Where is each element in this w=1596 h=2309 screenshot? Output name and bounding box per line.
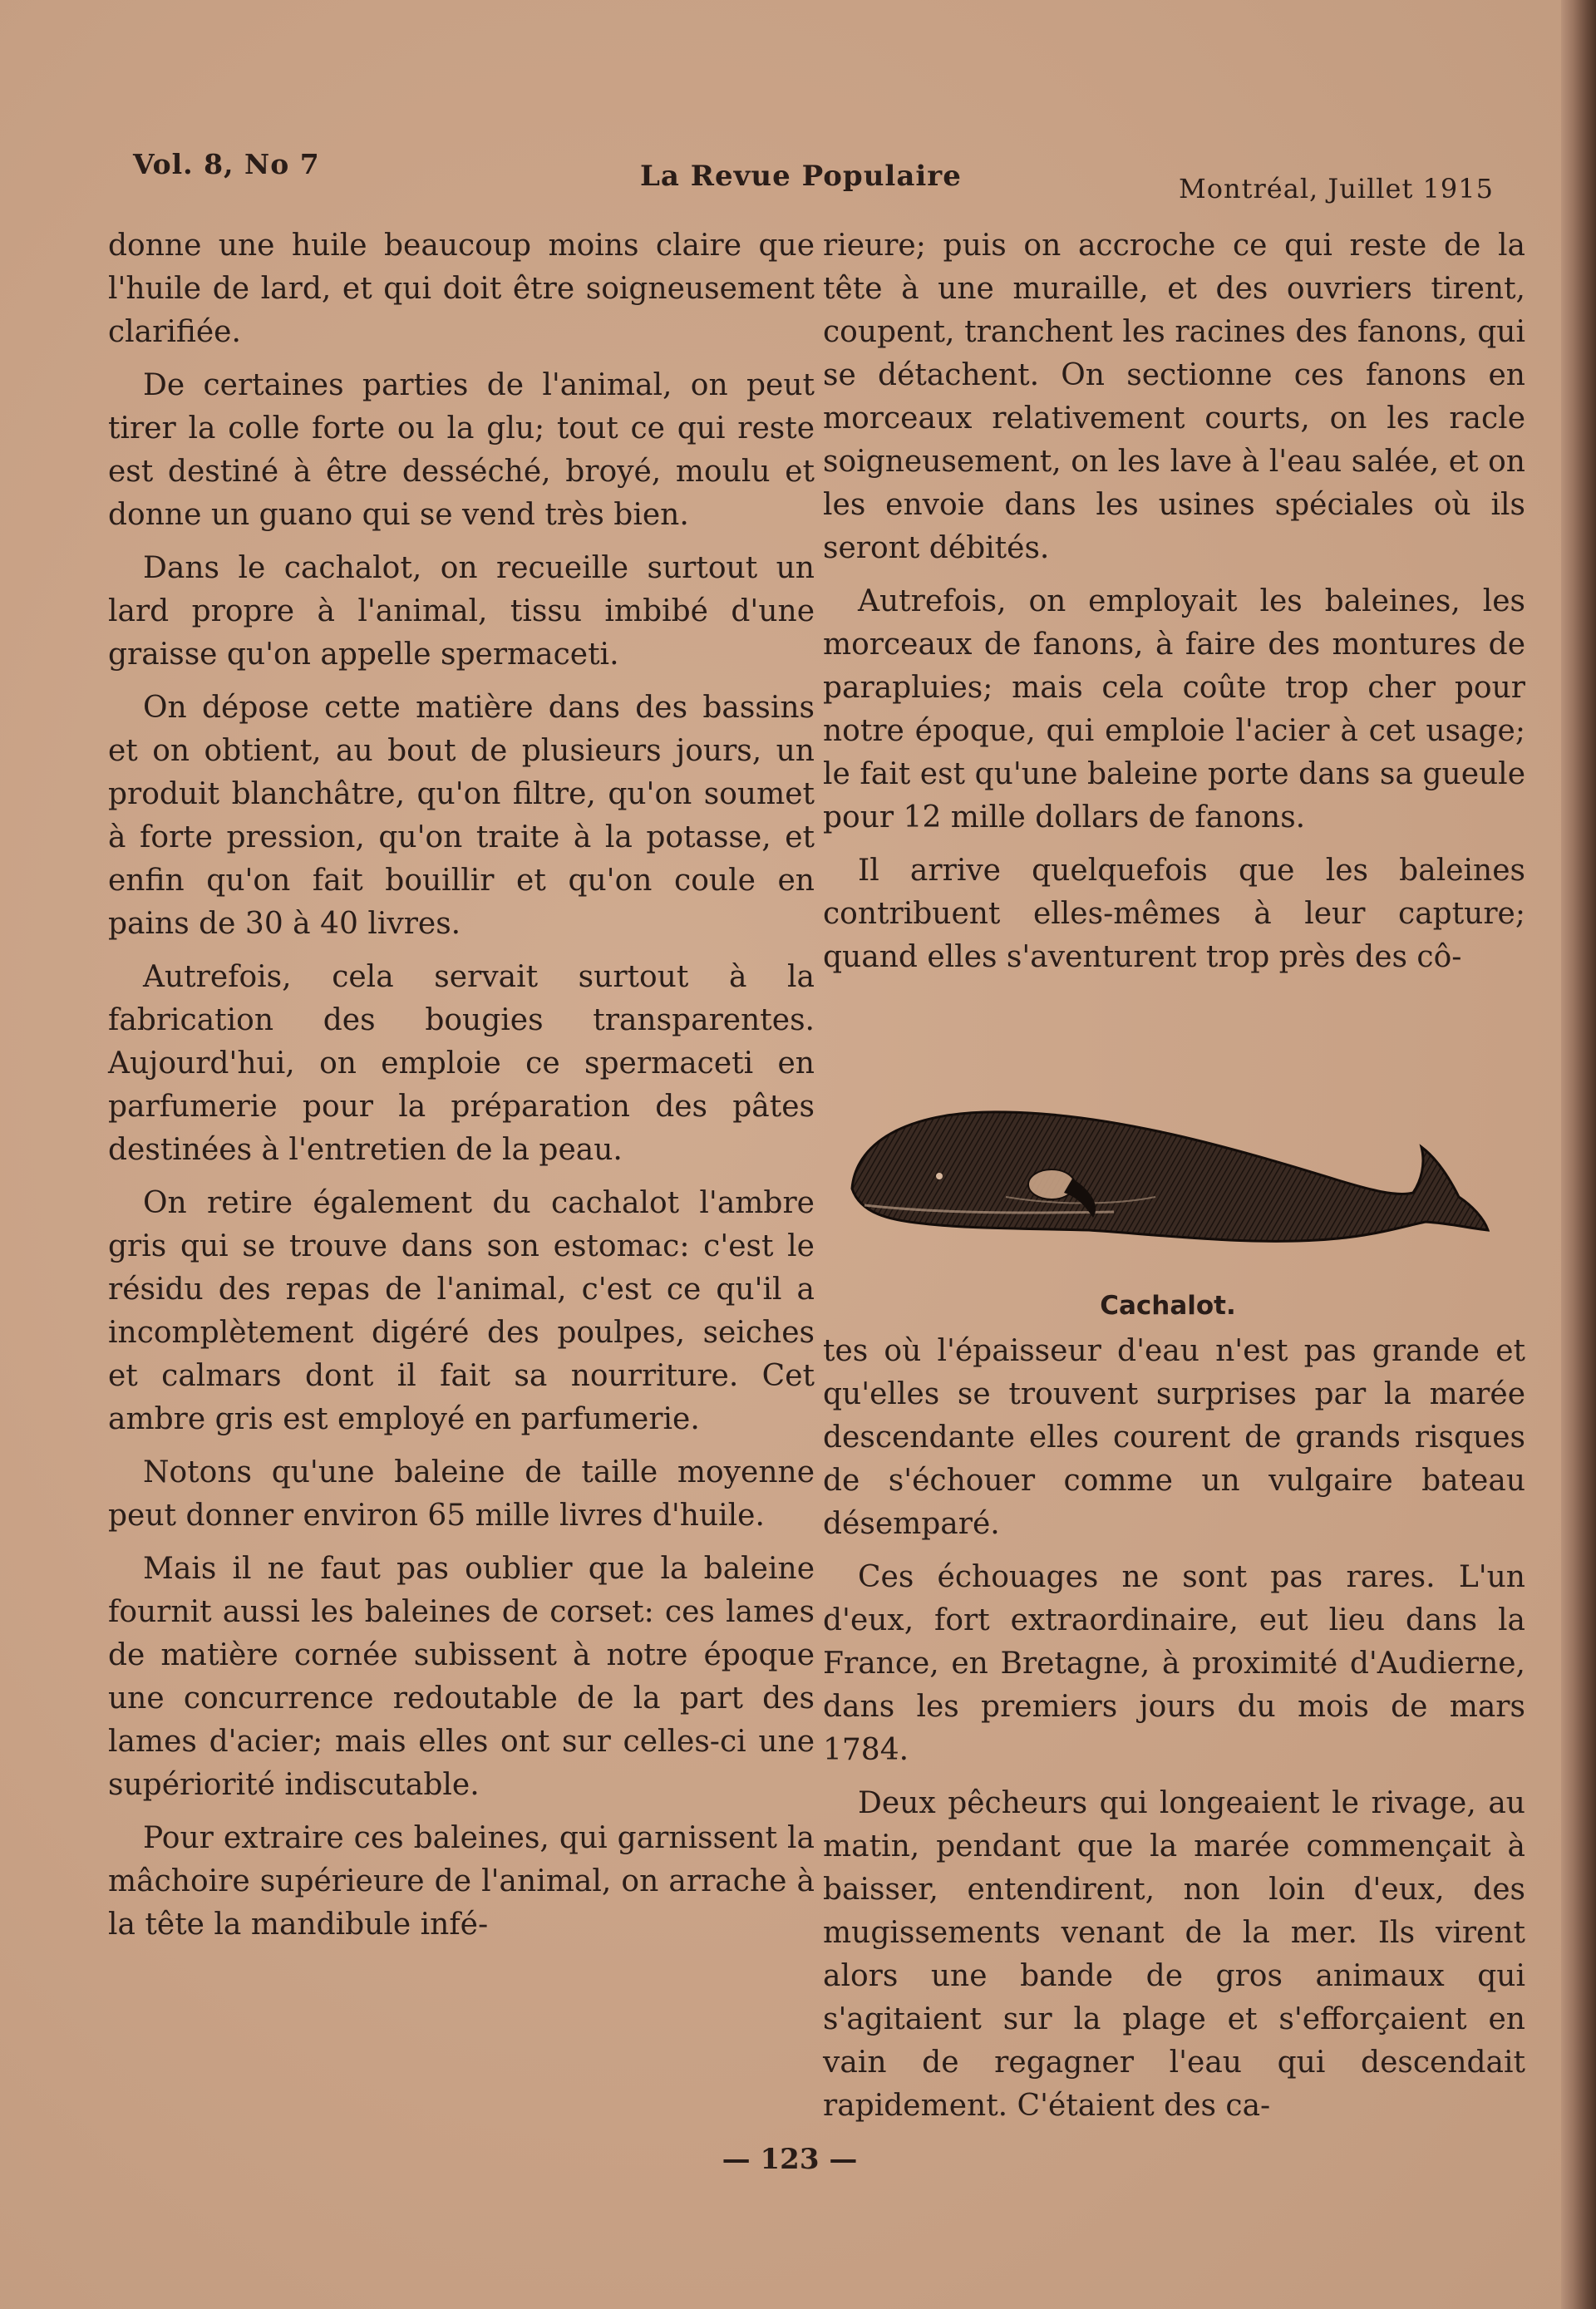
paragraph: tes où l'épaisseur d'eau n'est pas grande et qu'elles se trouvent surprises par la marée descendante elles courent de grands risques de s'échouer comme un vulgaire bateau désemparé. xyxy=(823,1334,1525,1541)
paragraph: Autrefois, cela servait surtout à la fabrication des bougies transparentes. Aujourd'hui, on emploie ce spermaceti en parfumerie pour la préparation des pâtes destinées à l'entretien de la peau. xyxy=(108,960,815,1167)
paragraph: De certaines parties de l'animal, on peut tirer la colle forte ou la glu; tout ce qui reste est destiné à être desséché, broyé, moulu et donne un guano qui se vend très bien. xyxy=(108,368,815,532)
header-volume: Vol. 8, No 7 xyxy=(133,148,320,180)
sperm-whale-icon xyxy=(840,1081,1496,1288)
paragraph: Il arrive quelquefois que les baleines contribuent elles-mêmes à leur capture; quand elles s'aventurent trop près des cô- xyxy=(823,854,1525,974)
page-edge-shadow xyxy=(1561,0,1596,2309)
paragraph: Dans le cachalot, on recueille surtout un lard propre à l'animal, tissu imbibé d'une graisse qu'on appelle spermaceti. xyxy=(108,551,815,672)
paragraph: Ces échouages ne sont pas rares. L'un d'eux, fort extraordinaire, eut lieu dans la France, en Bretagne, à proximité d'Audierne, dans les premiers jours du mois de mars 1784. xyxy=(823,1560,1525,1767)
paragraph: On dépose cette matière dans des bassins et on obtient, au bout de plusieurs jours, un produit blanchâtre, qu'on filtre, qu'on soumet à forte pression, qu'on traite à la potasse, et enfin qu'on fait bouillir et qu'on coule en pains de 30 à 40 livres. xyxy=(108,691,815,941)
left-column xyxy=(108,224,815,1957)
right-column-upper xyxy=(823,224,1525,989)
header-title: La Revue Populaire xyxy=(640,160,962,193)
paragraph: Notons qu'une baleine de taille moyenne peut donner environ 65 mille livres d'huile. xyxy=(108,1455,815,1533)
header-date: Montréal, Juillet 1915 xyxy=(1179,173,1494,204)
paragraph: donne une huile beaucoup moins claire que l'huile de lard, et qui doit être soigneusement clarifiée. xyxy=(108,229,815,349)
paragraph: Autrefois, on employait les baleines, les morceaux de fanons, à faire des montures de parapluies; mais cela coûte trop cher pour notre époque, qui emploie l'acier à cet usage; le fait est qu'une baleine porte dans sa gueule pour 12 mille dollars de fanons. xyxy=(823,584,1525,834)
paragraph: rieure; puis on accroche ce qui reste de la tête à une muraille, et des ouvriers tirent, coupent, tranchent les racines des fanons, qui se détachent. On sectionne ces fanons en morceaux relativement courts, on les racle soigneusement, on les lave à l'eau salée, et on les envoie dans les usines spéciales où ils seront débités. xyxy=(823,229,1525,565)
paragraph: On retire également du cachalot l'ambre gris qui se trouve dans son estomac: c'est le résidu des repas de l'animal, c'est ce qu'il a incomplètement digéré des poulpes, seiches et calmars dont il fait sa nourriture. Cet ambre gris est employé en parfumerie. xyxy=(108,1186,815,1436)
right-column-lower xyxy=(823,1330,1525,2138)
paragraph: Mais il ne faut pas oublier que la baleine fournit aussi les baleines de corset: ces lames de matière cornée subissent à notre époque une concurrence redoutable de la part des lames d'acier; mais elles ont sur celles-ci une supériorité indiscutable. xyxy=(108,1552,815,1802)
figure-caption: Cachalot. xyxy=(1100,1291,1236,1321)
paragraph: Deux pêcheurs qui longeaient le rivage, au matin, pendant que la marée commençait à baisser, entendirent, non loin d'eux, des mugissements venant de la mer. Ils virent alors une bande de gros animaux qui s'agitaient sur la plage et s'efforçaient en vain de regagner l'eau qui descendait rapidement. C'étaient des ca- xyxy=(823,1786,1525,2123)
paragraph: Pour extraire ces baleines, qui garnissent la mâchoire supérieure de l'animal, on arrache à la tête la mandibule infé- xyxy=(108,1821,815,1942)
page-number: — 123 — xyxy=(722,2143,858,2176)
